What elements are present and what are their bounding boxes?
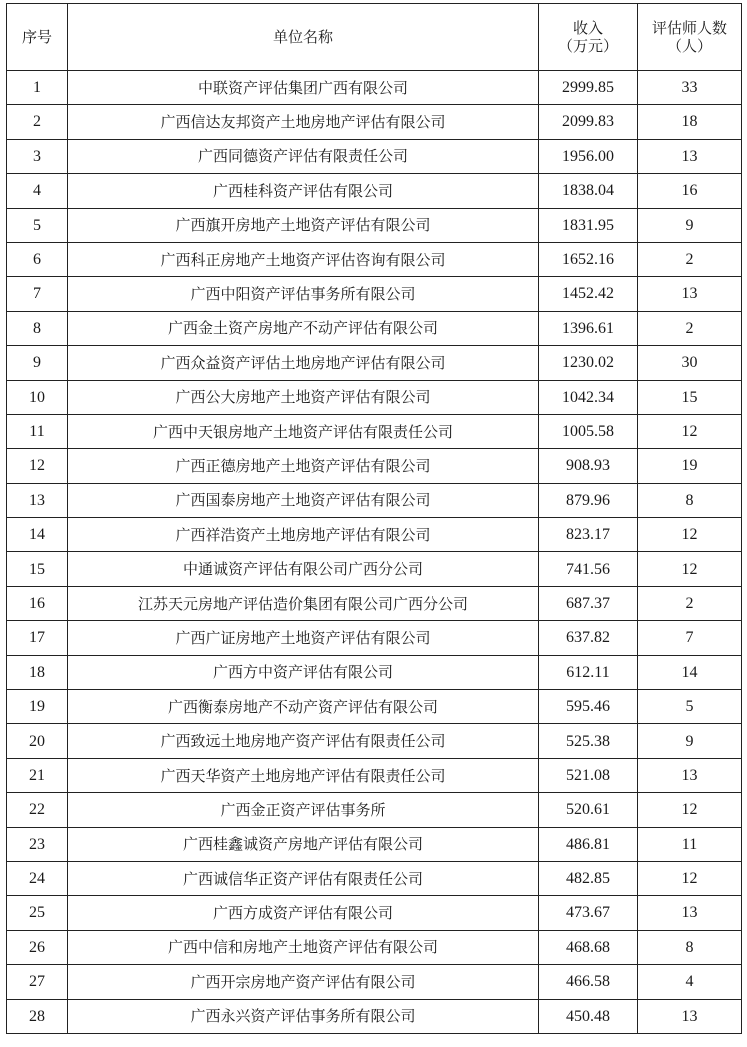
cell-revenue: 473.67 [539,896,638,930]
cell-revenue: 595.46 [539,690,638,724]
header-revenue-title: 收入 [572,19,603,37]
cell-revenue: 468.68 [539,930,638,964]
cell-index: 28 [7,999,68,1033]
cell-appraiser-count: 13 [638,896,742,930]
table-row [7,758,742,792]
cell-revenue: 1956.00 [539,139,638,173]
cell-company-name: 广西公大房地产土地资产评估有限公司 [68,380,539,414]
table-row [7,483,742,517]
cell-company-name: 广西广证房地产土地资产评估有限公司 [68,621,539,655]
table-row [7,793,742,827]
cell-appraiser-count: 11 [638,827,742,861]
cell-company-name: 广西致远土地房地产资产评估有限责任公司 [68,724,539,758]
table-row [7,690,742,724]
cell-company-name: 广西永兴资产评估事务所有限公司 [68,999,539,1033]
cell-index: 1 [7,71,68,105]
cell-company-name: 广西桂鑫诚资产房地产评估有限公司 [68,827,539,861]
cell-revenue: 1042.34 [539,380,638,414]
table-row [7,208,742,242]
cell-company-name: 江苏天元房地产评估造价集团有限公司广西分公司 [68,586,539,620]
header-revenue-unit: （万元） [557,37,618,55]
table-row [7,621,742,655]
cell-revenue: 482.85 [539,861,638,895]
table-row [7,105,742,139]
cell-appraiser-count: 12 [638,552,742,586]
cell-revenue: 1396.61 [539,311,638,345]
cell-index: 26 [7,930,68,964]
cell-index: 16 [7,586,68,620]
table-row [7,552,742,586]
cell-revenue: 1838.04 [539,174,638,208]
cell-company-name: 广西金正资产评估事务所 [68,793,539,827]
cell-index: 15 [7,552,68,586]
cell-appraiser-count: 7 [638,621,742,655]
table-row [7,311,742,345]
cell-revenue: 466.58 [539,965,638,999]
cell-appraiser-count: 13 [638,999,742,1033]
cell-appraiser-count: 2 [638,242,742,276]
table-row [7,174,742,208]
cell-index: 2 [7,105,68,139]
table-row [7,896,742,930]
cell-index: 21 [7,758,68,792]
cell-revenue: 1652.16 [539,242,638,276]
cell-revenue: 520.61 [539,793,638,827]
cell-company-name: 广西金土资产房地产不动产评估有限公司 [68,311,539,345]
cell-index: 11 [7,414,68,448]
cell-index: 7 [7,277,68,311]
cell-appraiser-count: 19 [638,449,742,483]
table-row [7,71,742,105]
table-row [7,242,742,276]
cell-company-name: 广西众益资产评估土地房地产评估有限公司 [68,346,539,380]
cell-index: 18 [7,655,68,689]
cell-index: 5 [7,208,68,242]
cell-revenue: 637.82 [539,621,638,655]
cell-index: 4 [7,174,68,208]
table-row [7,999,742,1033]
cell-revenue: 450.48 [539,999,638,1033]
cell-index: 9 [7,346,68,380]
header-count [638,4,742,71]
table-row [7,449,742,483]
cell-index: 22 [7,793,68,827]
cell-revenue: 612.11 [539,655,638,689]
cell-company-name: 中通诚资产评估有限公司广西分公司 [68,552,539,586]
cell-appraiser-count: 4 [638,965,742,999]
cell-appraiser-count: 9 [638,208,742,242]
cell-appraiser-count: 5 [638,690,742,724]
cell-appraiser-count: 15 [638,380,742,414]
cell-index: 6 [7,242,68,276]
table-row [7,655,742,689]
table-row [7,346,742,380]
table-row [7,139,742,173]
cell-index: 19 [7,690,68,724]
table-row [7,277,742,311]
cell-index: 13 [7,483,68,517]
cell-company-name: 广西中信和房地产土地资产评估有限公司 [68,930,539,964]
cell-index: 25 [7,896,68,930]
cell-appraiser-count: 13 [638,277,742,311]
cell-appraiser-count: 30 [638,346,742,380]
table-row [7,586,742,620]
cell-index: 14 [7,518,68,552]
cell-revenue: 2099.83 [539,105,638,139]
cell-index: 23 [7,827,68,861]
cell-index: 3 [7,139,68,173]
cell-revenue: 823.17 [539,518,638,552]
cell-index: 27 [7,965,68,999]
cell-index: 10 [7,380,68,414]
cell-revenue: 521.08 [539,758,638,792]
cell-index: 12 [7,449,68,483]
cell-revenue: 1230.02 [539,346,638,380]
cell-company-name: 广西中天银房地产土地资产评估有限责任公司 [68,414,539,448]
cell-company-name: 广西衡泰房地产不动产资产评估有限公司 [68,690,539,724]
cell-company-name: 广西开宗房地产资产评估有限公司 [68,965,539,999]
cell-revenue: 525.38 [539,724,638,758]
cell-revenue: 1005.58 [539,414,638,448]
cell-appraiser-count: 12 [638,861,742,895]
cell-appraiser-count: 12 [638,793,742,827]
cell-company-name: 中联资产评估集团广西有限公司 [68,71,539,105]
header-name: 单位名称 [68,4,539,71]
table-row [7,930,742,964]
cell-revenue: 687.37 [539,586,638,620]
cell-revenue: 2999.85 [539,71,638,105]
cell-revenue: 879.96 [539,483,638,517]
cell-appraiser-count: 2 [638,586,742,620]
cell-appraiser-count: 8 [638,483,742,517]
table-row [7,827,742,861]
header-revenue [539,4,638,71]
cell-revenue: 908.93 [539,449,638,483]
cell-index: 24 [7,861,68,895]
cell-company-name: 广西信达友邦资产土地房地产评估有限公司 [68,105,539,139]
table-body [7,71,742,1034]
cell-appraiser-count: 13 [638,139,742,173]
header-count-unit: （人） [666,37,712,55]
cell-revenue: 741.56 [539,552,638,586]
cell-index: 20 [7,724,68,758]
cell-appraiser-count: 14 [638,655,742,689]
cell-company-name: 广西诚信华正资产评估有限责任公司 [68,861,539,895]
cell-revenue: 1831.95 [539,208,638,242]
cell-company-name: 广西同德资产评估有限责任公司 [68,139,539,173]
cell-company-name: 广西科正房地产土地资产评估咨询有限公司 [68,242,539,276]
cell-revenue: 486.81 [539,827,638,861]
cell-company-name: 广西桂科资产评估有限公司 [68,174,539,208]
cell-company-name: 广西天华资产土地房地产评估有限责任公司 [68,758,539,792]
table-row [7,414,742,448]
cell-appraiser-count: 8 [638,930,742,964]
cell-company-name: 广西祥浩资产土地房地产评估有限公司 [68,518,539,552]
table-row [7,380,742,414]
cell-company-name: 广西方成资产评估有限公司 [68,896,539,930]
header-count-title: 评估师人数 [651,19,727,37]
cell-company-name: 广西中阳资产评估事务所有限公司 [68,277,539,311]
cell-index: 8 [7,311,68,345]
cell-appraiser-count: 18 [638,105,742,139]
cell-appraiser-count: 13 [638,758,742,792]
ranking-table [6,3,742,1034]
cell-appraiser-count: 12 [638,414,742,448]
table-row [7,724,742,758]
table-header [7,4,742,71]
cell-revenue: 1452.42 [539,277,638,311]
header-index: 序号 [7,4,68,71]
table-row [7,965,742,999]
cell-appraiser-count: 9 [638,724,742,758]
table-row [7,861,742,895]
cell-appraiser-count: 2 [638,311,742,345]
cell-appraiser-count: 16 [638,174,742,208]
cell-appraiser-count: 33 [638,71,742,105]
cell-company-name: 广西旗开房地产土地资产评估有限公司 [68,208,539,242]
header-row [7,4,742,71]
cell-appraiser-count: 12 [638,518,742,552]
cell-company-name: 广西国泰房地产土地资产评估有限公司 [68,483,539,517]
cell-company-name: 广西正德房地产土地资产评估有限公司 [68,449,539,483]
cell-company-name: 广西方中资产评估有限公司 [68,655,539,689]
table-row [7,518,742,552]
cell-index: 17 [7,621,68,655]
